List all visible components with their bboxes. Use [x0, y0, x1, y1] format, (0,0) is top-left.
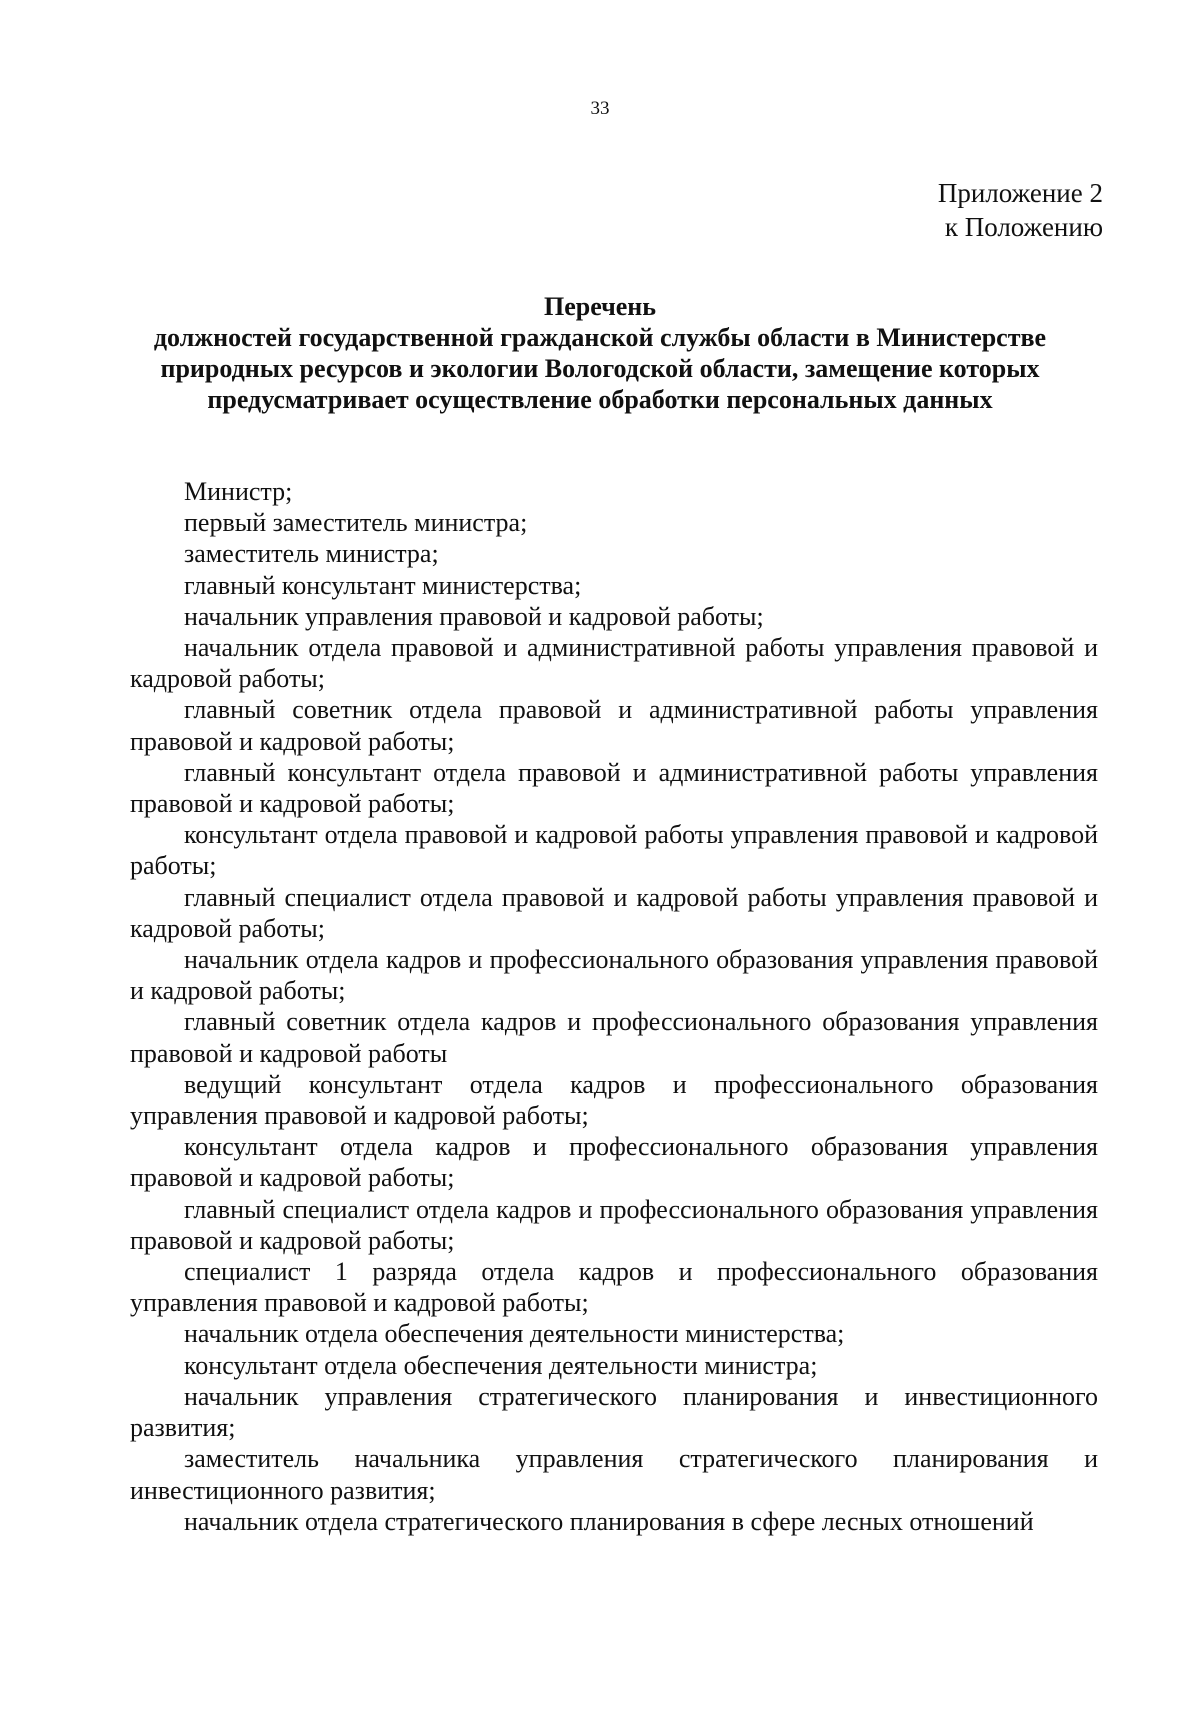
- appendix-reference: [938, 176, 1103, 244]
- list-item: первый заместитель министра;: [184, 508, 528, 538]
- list-item: главный советник отдела кадров и профессионального образования управления правовой и кадровой работы: [130, 1007, 1098, 1068]
- document-title: [120, 291, 1080, 415]
- list-item: ведущий консультант отдела кадров и профессионального образования управления правовой и кадровой работы;: [130, 1069, 1098, 1131]
- list-item: начальник отдела кадров и профессионального образования управления правовой и кадровой работы;: [130, 945, 1098, 1006]
- title-line-1: Перечень: [543, 292, 657, 321]
- list-item: начальник управления правовой и кадровой работы;: [184, 601, 764, 631]
- list-item: начальник отдела стратегического планирования в сфере лесных отношений: [184, 1506, 1034, 1536]
- list-item: главный специалист отдела кадров и профессионального образования управления правовой и кадровой работы;: [130, 1194, 1098, 1255]
- list-item: консультант отдела кадров и профессионального образования управления правовой и кадровой работы;: [130, 1132, 1098, 1193]
- list-item: начальник управления стратегического планирования и инвестиционного развития;: [130, 1381, 1098, 1443]
- appendix-line-2: к Положению: [944, 212, 1103, 242]
- positions-list: [130, 476, 1098, 1537]
- list-item: начальник отдела обеспечения деятельности министерства;: [184, 1319, 845, 1349]
- appendix-line-1: Приложение 2: [937, 178, 1103, 208]
- list-item: специалист 1 разряда отдела кадров и профессионального образования управления правовой и кадровой работы;: [130, 1257, 1098, 1318]
- list-item: главный консультант отдела правовой и административной работы управления правовой и кадровой работы;: [130, 757, 1098, 819]
- list-item: консультант отдела правовой и кадровой работы управления правовой и кадровой работы;: [130, 820, 1098, 881]
- list-item: начальник отдела правовой и административной работы управления правовой и кадровой работы;: [130, 633, 1098, 694]
- title-line-2: должностей государственной гражданской службы области в Министерстве: [153, 323, 1047, 352]
- page-number: 33: [590, 98, 610, 119]
- list-item: главный специалист отдела правовой и кадровой работы управления правовой и кадровой работы;: [130, 882, 1098, 943]
- list-item: заместитель министра;: [184, 539, 439, 569]
- list-item: Министр;: [184, 477, 293, 506]
- title-line-4: предусматривает осуществление обработки персональных данных: [207, 385, 993, 414]
- list-item: заместитель начальника управления стратегического планирования и инвестиционного развития;: [130, 1444, 1098, 1505]
- title-line-3: природных ресурсов и экологии Вологодской области, замещение которых: [160, 354, 1040, 383]
- list-item: главный консультант министерства;: [184, 570, 582, 600]
- list-item: главный советник отдела правовой и административной работы управления правовой и кадровой работы;: [130, 695, 1098, 756]
- list-item: консультант отдела обеспечения деятельности министра;: [184, 1350, 818, 1380]
